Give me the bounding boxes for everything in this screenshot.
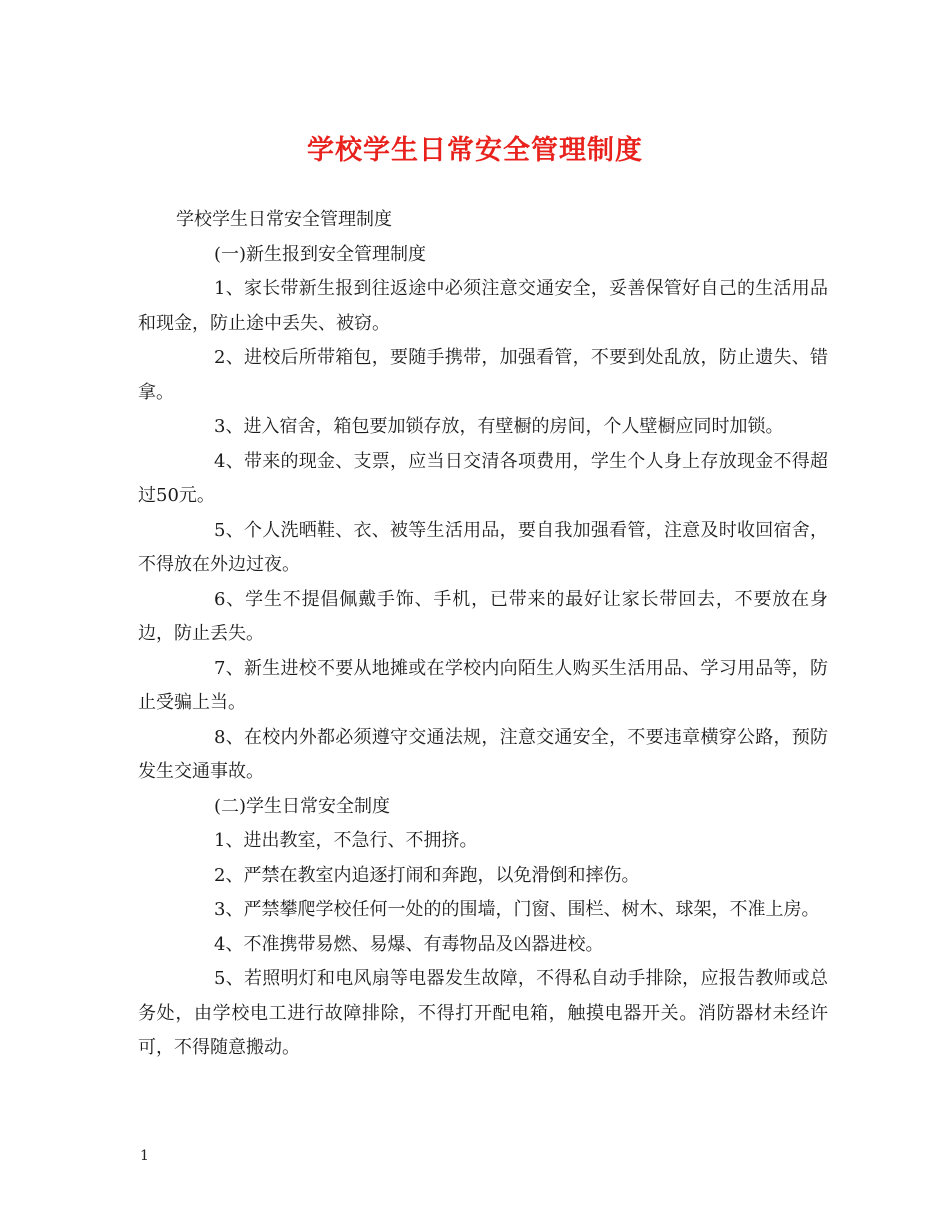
rule-paragraph: 7、新生进校不要从地摊或在学校内向陌生人购买生活用品、学习用品等，防止受骗上当。 bbox=[138, 657, 828, 713]
rule-paragraph: 5、若照明灯和电风扇等电器发生故障，不得私自动手排除，应报告教师或总务处，由学校电工进行故障排除，不得打开配电箱，触摸电器开关。消防器材未经许可，不得随意搬动。 bbox=[138, 968, 828, 1058]
document-body bbox=[138, 203, 828, 1066]
rule-paragraph: 6、学生不提倡佩戴手饰、手机，已带来的最好让家长带回去，不要放在身边，防止丢失。 bbox=[138, 588, 828, 644]
rule-paragraph: 5、个人洗晒鞋、衣、被等生活用品，要自我加强看管，注意及时收回宿舍，不得放在外边过夜。 bbox=[138, 519, 828, 575]
rule-paragraph: 3、进入宿舍，箱包要加锁存放，有壁橱的房间，个人壁橱应同时加锁。 bbox=[214, 416, 784, 437]
subsection-heading-new-students: (一)新生报到安全管理制度 bbox=[214, 243, 427, 265]
document-title: 学校学生日常安全管理制度 bbox=[307, 135, 643, 166]
section-heading: 学校学生日常安全管理制度 bbox=[176, 209, 392, 230]
subsection-heading-daily-safety: (二)学生日常安全制度 bbox=[214, 795, 391, 817]
rule-paragraph: 3、严禁攀爬学校任何一处的的围墙，门窗、围栏、树木、球架，不准上房。 bbox=[214, 899, 820, 920]
rule-paragraph: 2、进校后所带箱包，要随手携带，加强看管，不要到处乱放，防止遗失、错拿。 bbox=[138, 347, 828, 403]
rule-paragraph: 1、家长带新生报到往返途中必须注意交通安全，妥善保管好自己的生活用品和现金，防止途中丢失、被窃。 bbox=[138, 278, 828, 334]
page-number: 1 bbox=[140, 1148, 149, 1164]
rule-paragraph: 8、在校内外都必须遵守交通法规，注意交通安全，不要违章横穿公路，预防发生交通事故。 bbox=[138, 726, 828, 782]
rule-paragraph: 2、严禁在教室内追逐打闹和奔跑，以免滑倒和摔伤。 bbox=[214, 864, 640, 886]
rule-paragraph: 1、进出教室，不急行、不拥挤。 bbox=[214, 830, 478, 851]
rule-paragraph: 4、带来的现金、支票，应当日交清各项费用，学生个人身上存放现金不得超过50元。 bbox=[138, 450, 828, 506]
rule-paragraph: 4、不准携带易燃、易爆、有毒物品及凶器进校。 bbox=[214, 933, 604, 955]
